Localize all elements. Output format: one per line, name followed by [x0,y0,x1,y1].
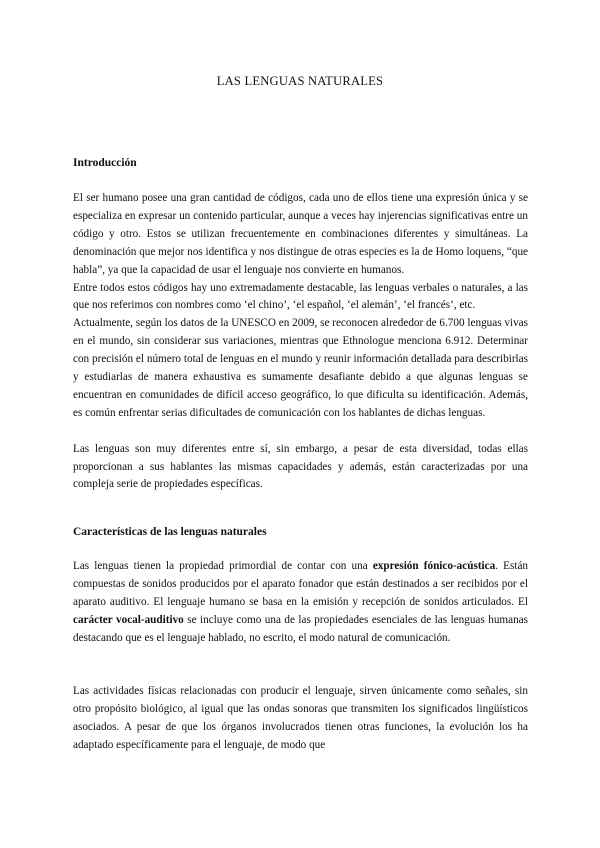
introduction-body [73,190,528,494]
paragraph: El ser humano posee una gran cantidad de códigos, cada uno de ellos tiene una expresión única y se especializa en expresar un contenido particular, aunque a veces hay injerencias significativas entre un código y otro. Estos se utilizan frecuentemente en combinaciones diferentes y simultáneas. La denominación que mejor nos identifica y nos distingue de otras especies es la de Homo loquens, “que habla”, ya que la capacidad de usar el lenguaje nos convierte en humanos. [73,192,528,276]
paragraph: Las lenguas son muy diferentes entre sí, sin embargo, a pesar de esta diversidad, todas ellas proporcionan a sus hablantes las mismas capacidades y además, están caracterizadas por una compleja serie de propiedades específicas. [73,442,528,491]
paragraph: Entre todos estos códigos hay uno extremadamente destacable, las lenguas verbales o naturales, a las que nos referimos con nombres como ‘el chino’, ‘el español, ‘el alemán’, ‘el francés’, etc. [73,281,528,312]
section-heading-caracteristicas: Características de las lenguas naturales [73,526,267,538]
characteristics-body [73,558,528,755]
emphasis-term: carácter vocal-auditivo [73,613,184,626]
document-title: LAS LENGUAS NATURALES [216,74,384,88]
paragraph: Las actividades físicas relacionadas con producir el lenguaje, sirven únicamente como señales, sin otro propósito biológico, al igual que las ondas sonoras que transmiten los significados lingüísticos asociados. A pesar de que los órganos involucrados tienen otras funciones, la evolución los ha adaptado específicamente para el lenguaje, de modo que [73,685,528,752]
text-run: Las lenguas tienen la propiedad primordial de contar con una [73,560,373,572]
text-run: se incluye como una de las propiedades esenciales de las lenguas humanas destacando que es el lenguaje hablado, no escrito, el modo natural de comunicación. [73,613,528,644]
paragraph: Actualmente, según los datos de la UNESCO en 2009, se reconocen alrededor de 6.700 lenguas vivas en el mundo, sin considerar sus variaciones, mientras que Ethnologue menciona 6.912. Determinar con precisión el número total de lenguas en el mundo y reunir información detallada para describirlas y estudiarlas de manera exhaustiva es sumamente desafiante debido a que algunas lenguas se encuentran en comunidades de difícil acceso geográfico, lo que dificulta su identificación. Además, es común enfrentar serias dificultades de comunicación con los hablantes de dichas lenguas. [73,317,528,419]
paragraph [73,558,528,648]
text-run: . Están compuestas de sonidos producidos por el aparato fonador que están destinados a ser recibidos por el aparato auditivo. El lenguaje humano se basa en la emisión y recepción de sonidos articulados. El [73,560,529,608]
emphasis-term: expresión fónico-acústica [372,560,496,572]
section-heading-introduccion: Introducción [73,157,137,169]
